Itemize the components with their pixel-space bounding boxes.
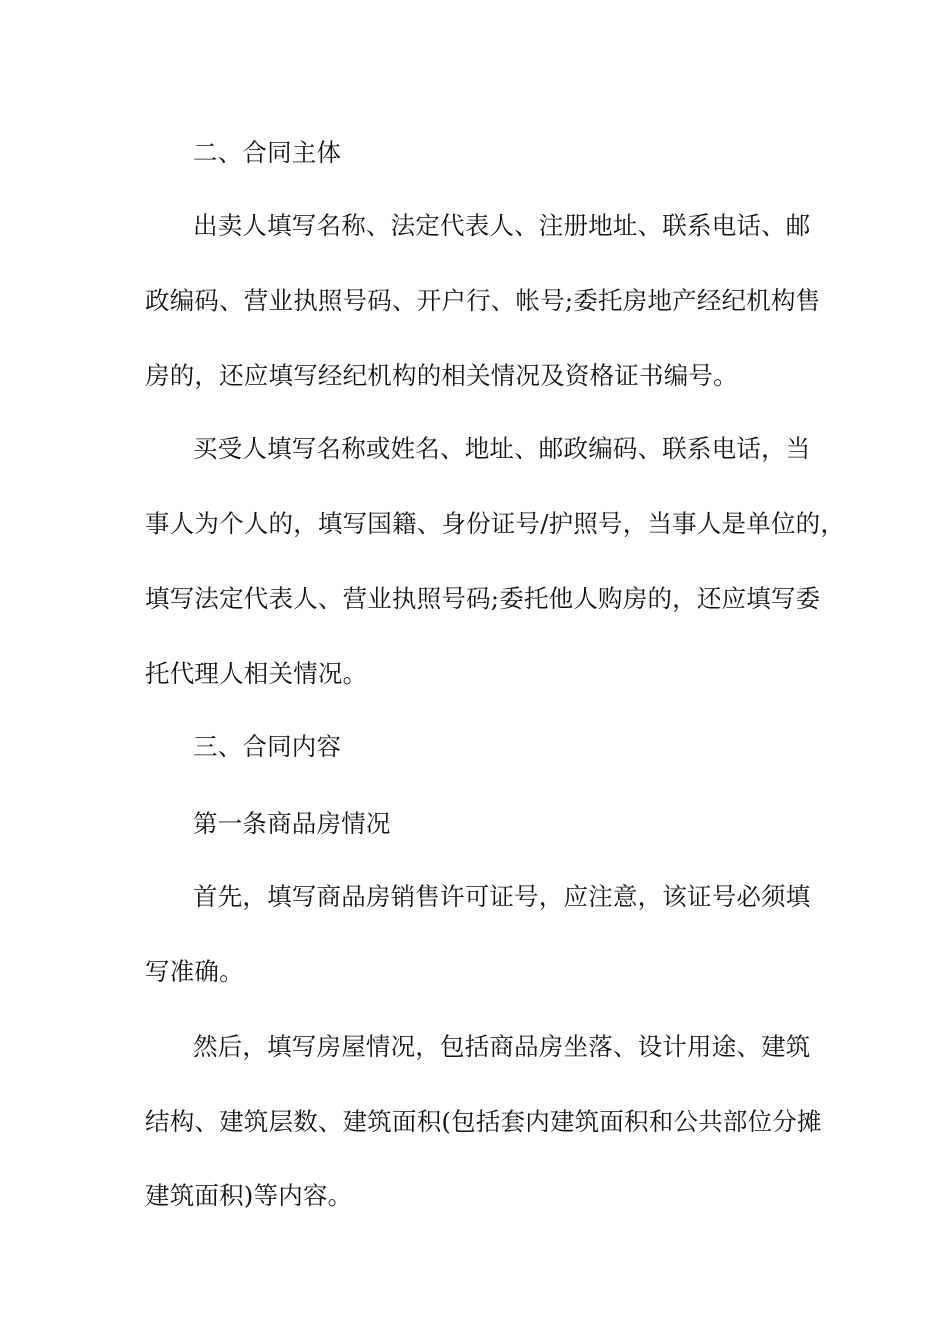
- paragraph-buyer-line-4: 托代理人相关情况。: [145, 659, 368, 688]
- paragraph-seller-line-3: 房的，还应填写经纪机构的相关情况及资格证书编号。: [145, 361, 738, 390]
- paragraph-seller-line-2: 政编码、营业执照号码、开户行、帐号;委托房地产经纪机构售: [145, 286, 821, 315]
- paragraph-permit-line-1: 首先，填写商品房销售许可证号，应注意，该证号必须填: [193, 882, 811, 911]
- paragraph-permit-line-2: 写准确。: [145, 957, 244, 986]
- paragraph-house-line-1: 然后，填写房屋情况，包括商品房坐落、设计用途、建筑: [193, 1032, 811, 1061]
- paragraph-house-line-3: 建筑面积)等内容。: [145, 1181, 353, 1210]
- paragraph-seller-line-1: 出卖人填写名称、法定代表人、注册地址、联系电话、邮: [193, 211, 811, 240]
- paragraph-house-line-2: 结构、建筑层数、建筑面积(包括套内建筑面积和公共部位分摊: [145, 1107, 822, 1136]
- section-heading-2: 二、合同主体: [193, 138, 342, 167]
- section-heading-3: 三、合同内容: [193, 732, 342, 761]
- paragraph-buyer-line-3: 填写法定代表人、营业执照号码;委托他人购房的，还应填写委: [145, 584, 821, 613]
- paragraph-buyer-line-1: 买受人填写名称或姓名、地址、邮政编码、联系电话，当: [193, 434, 811, 463]
- article-1-title: 第一条商品房情况: [193, 809, 391, 838]
- paragraph-buyer-line-2: 事人为个人的，填写国籍、身份证号/护照号，当事人是单位的，: [145, 509, 846, 538]
